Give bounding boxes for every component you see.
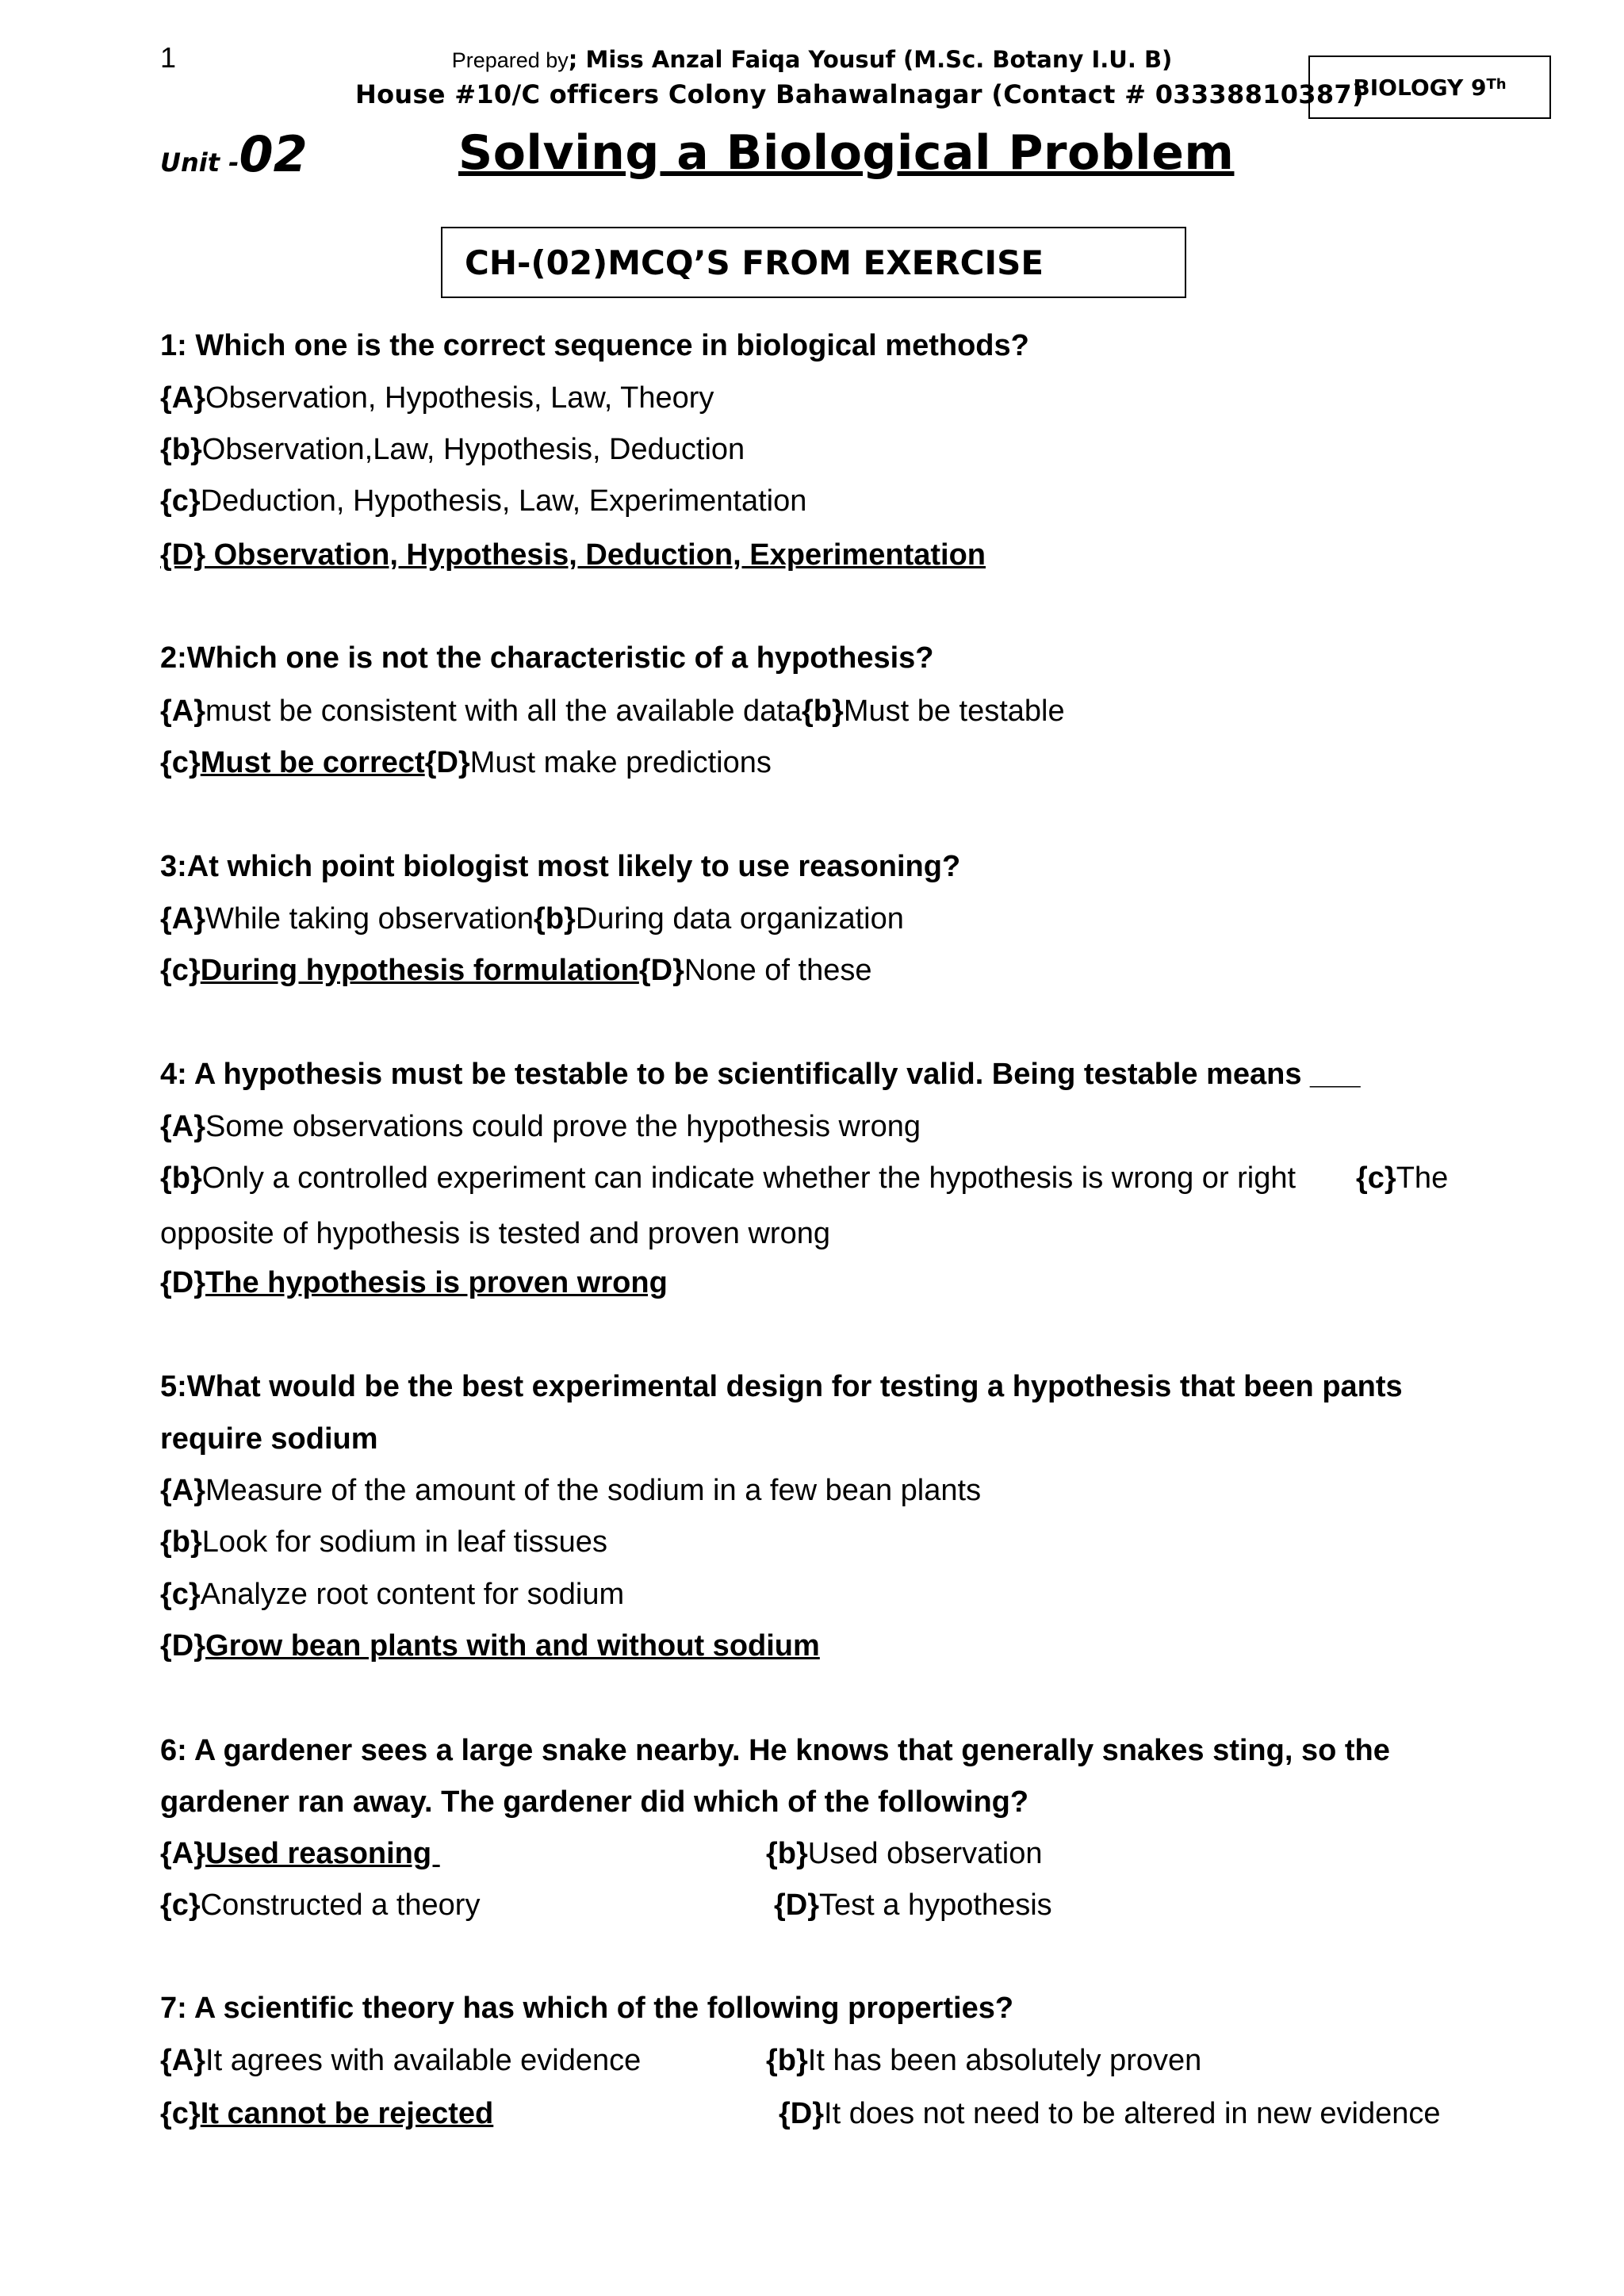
q4-option-c-start bbox=[1356, 1161, 1448, 1196]
question-6-cont: gardener ran away. The gardener did which of the following? bbox=[160, 1785, 1029, 1819]
question-5: 5:What would be the best experimental design for testing a hypothesis that been pants bbox=[160, 1370, 1403, 1403]
question-7: 7: A scientific theory has which of the following properties? bbox=[160, 1992, 1014, 2025]
option-text: Test a hypothesis bbox=[819, 1888, 1052, 1922]
option-text: The bbox=[1396, 1161, 1449, 1195]
option-text: It does not need to be altered in new evidence bbox=[824, 2097, 1441, 2130]
option-key: {A} bbox=[160, 1837, 206, 1870]
option-text: Only a controlled experiment can indicate whether the hypothesis is wrong or right bbox=[201, 1161, 1297, 1195]
option-text: During data organization bbox=[575, 902, 904, 936]
q1-option-a bbox=[160, 381, 714, 415]
option-text: None of these bbox=[684, 954, 872, 987]
option-text-answer: Used reasoning bbox=[205, 1837, 440, 1870]
q6-option-b bbox=[766, 1837, 1043, 1871]
q3-options-ab bbox=[160, 902, 904, 936]
option-key: {b} bbox=[802, 695, 844, 728]
option-key: {b} bbox=[160, 1525, 202, 1559]
option-text: Deduction, Hypothesis, Law, Experimentation bbox=[200, 484, 807, 518]
subject-box bbox=[1308, 55, 1551, 119]
question-2: 2:Which one is not the characteristic of a hypothesis? bbox=[160, 641, 934, 675]
q7-option-d bbox=[779, 2097, 1440, 2131]
q7-option-c bbox=[160, 2097, 493, 2131]
q7-option-b bbox=[766, 2044, 1201, 2078]
option-key: {D} bbox=[424, 746, 470, 779]
author-name: Miss Anzal Faiqa Yousuf (M.Sc. Botany I.U. B) bbox=[577, 46, 1173, 73]
q1-option-d-answer bbox=[160, 538, 986, 572]
option-key: {b} bbox=[766, 2044, 808, 2077]
q1-option-c bbox=[160, 484, 806, 519]
option-key: {A} bbox=[160, 2044, 206, 2077]
option-key: {b} bbox=[160, 1161, 202, 1195]
option-key: {c} bbox=[160, 954, 201, 987]
q4-option-c-cont: opposite of hypothesis is tested and proven wrong bbox=[160, 1217, 830, 1250]
option-text: While taking observation bbox=[205, 902, 534, 936]
option-text: Must make predictions bbox=[469, 746, 772, 779]
q2-options-cd bbox=[160, 746, 772, 780]
option-text-answer: The hypothesis is proven wrong bbox=[205, 1266, 668, 1299]
option-key: {c} bbox=[160, 1888, 201, 1922]
option-text: Observation,Law, Hypothesis, Deduction bbox=[201, 433, 745, 466]
option-text-answer: During hypothesis formulation bbox=[200, 954, 639, 987]
option-key: {D} bbox=[774, 1888, 820, 1922]
q3-options-cd bbox=[160, 954, 871, 988]
page-title: Solving a Biological Problem bbox=[458, 125, 1235, 181]
subject-label: BIOLOGY 9 bbox=[1353, 74, 1487, 101]
question-3: 3:At which point biologist most likely to use reasoning? bbox=[160, 850, 961, 883]
option-key: {D} bbox=[160, 1629, 206, 1663]
option-text: Must be testable bbox=[843, 695, 1065, 728]
question-4: 4: A hypothesis must be testable to be scientifically valid. Being testable means ___ bbox=[160, 1058, 1361, 1091]
option-key: {A} bbox=[160, 902, 206, 936]
prepared-label: Prepared by bbox=[451, 48, 569, 72]
option-key: {A} bbox=[160, 1110, 206, 1143]
option-key: {c} bbox=[160, 746, 201, 779]
q6-option-c bbox=[160, 1888, 480, 1923]
option-text: It agrees with available evidence bbox=[205, 2044, 642, 2077]
option-text: Some observations could prove the hypothesis wrong bbox=[205, 1110, 921, 1143]
unit-number: 02 bbox=[239, 125, 308, 183]
option-text-answer: It cannot be rejected bbox=[200, 2097, 494, 2130]
question-1: 1: Which one is the correct sequence in biological methods? bbox=[160, 329, 1029, 362]
option-key: {D} bbox=[638, 954, 684, 987]
option-text: Used observation bbox=[807, 1837, 1043, 1870]
question-6: 6: A gardener sees a large snake nearby. He knows that generally snakes sting, so the bbox=[160, 1734, 1390, 1767]
q6-option-a bbox=[160, 1837, 440, 1871]
q6-option-d bbox=[774, 1888, 1052, 1923]
option-key: {D} bbox=[779, 2097, 825, 2130]
option-text: Look for sodium in leaf tissues bbox=[201, 1525, 607, 1559]
option-key: {A} bbox=[160, 695, 206, 728]
option-key: {D} bbox=[160, 1266, 206, 1299]
q4-option-d bbox=[160, 1266, 668, 1300]
unit-prefix: Unit - bbox=[160, 147, 239, 178]
option-key: {c} bbox=[160, 1578, 201, 1611]
option-key: {D} bbox=[160, 538, 206, 572]
q4-options-bc bbox=[160, 1161, 1461, 1196]
q5-option-a bbox=[160, 1474, 981, 1508]
option-text: Measure of the amount of the sodium in a few bean plants bbox=[205, 1474, 982, 1507]
option-text: Observation, Hypothesis, Law, Theory bbox=[205, 381, 714, 415]
option-key: {b} bbox=[160, 433, 202, 466]
option-key: {A} bbox=[160, 1474, 206, 1507]
q5-option-d bbox=[160, 1629, 820, 1663]
subject-superscript: Th bbox=[1486, 75, 1507, 93]
q2-options-ab bbox=[160, 695, 1065, 729]
q1-option-b bbox=[160, 433, 745, 467]
option-key: {c} bbox=[160, 2097, 201, 2130]
q7-option-a bbox=[160, 2044, 641, 2078]
option-key: {b} bbox=[534, 902, 576, 936]
option-text: Constructed a theory bbox=[200, 1888, 481, 1922]
option-text-answer: Must be correct bbox=[200, 746, 425, 779]
option-key: {c} bbox=[1356, 1161, 1396, 1195]
option-text-answer: Grow bean plants with and without sodium bbox=[205, 1629, 820, 1663]
q5-option-c bbox=[160, 1578, 624, 1612]
option-key: {c} bbox=[160, 484, 201, 518]
option-text: must be consistent with all the available data bbox=[205, 695, 802, 728]
option-text: Analyze root content for sodium bbox=[200, 1578, 625, 1611]
q4-option-a bbox=[160, 1110, 921, 1144]
option-key: {b} bbox=[766, 1837, 808, 1870]
question-5-cont: require sodium bbox=[160, 1422, 378, 1456]
address-line: House #10/C officers Colony Bahawalnagar (Contact # 03338810387) bbox=[355, 79, 1364, 109]
prepared-sep: ; bbox=[568, 46, 578, 73]
unit-label bbox=[160, 125, 308, 183]
option-text: Observation, Hypothesis, Deduction, Experimentation bbox=[205, 538, 986, 572]
option-key: {A} bbox=[160, 381, 206, 415]
option-text: It has been absolutely proven bbox=[807, 2044, 1202, 2077]
q5-option-b bbox=[160, 1525, 607, 1559]
page-number: 1 bbox=[160, 41, 177, 74]
section-heading: CH-(02)MCQ’S FROM EXERCISE bbox=[441, 227, 1186, 298]
